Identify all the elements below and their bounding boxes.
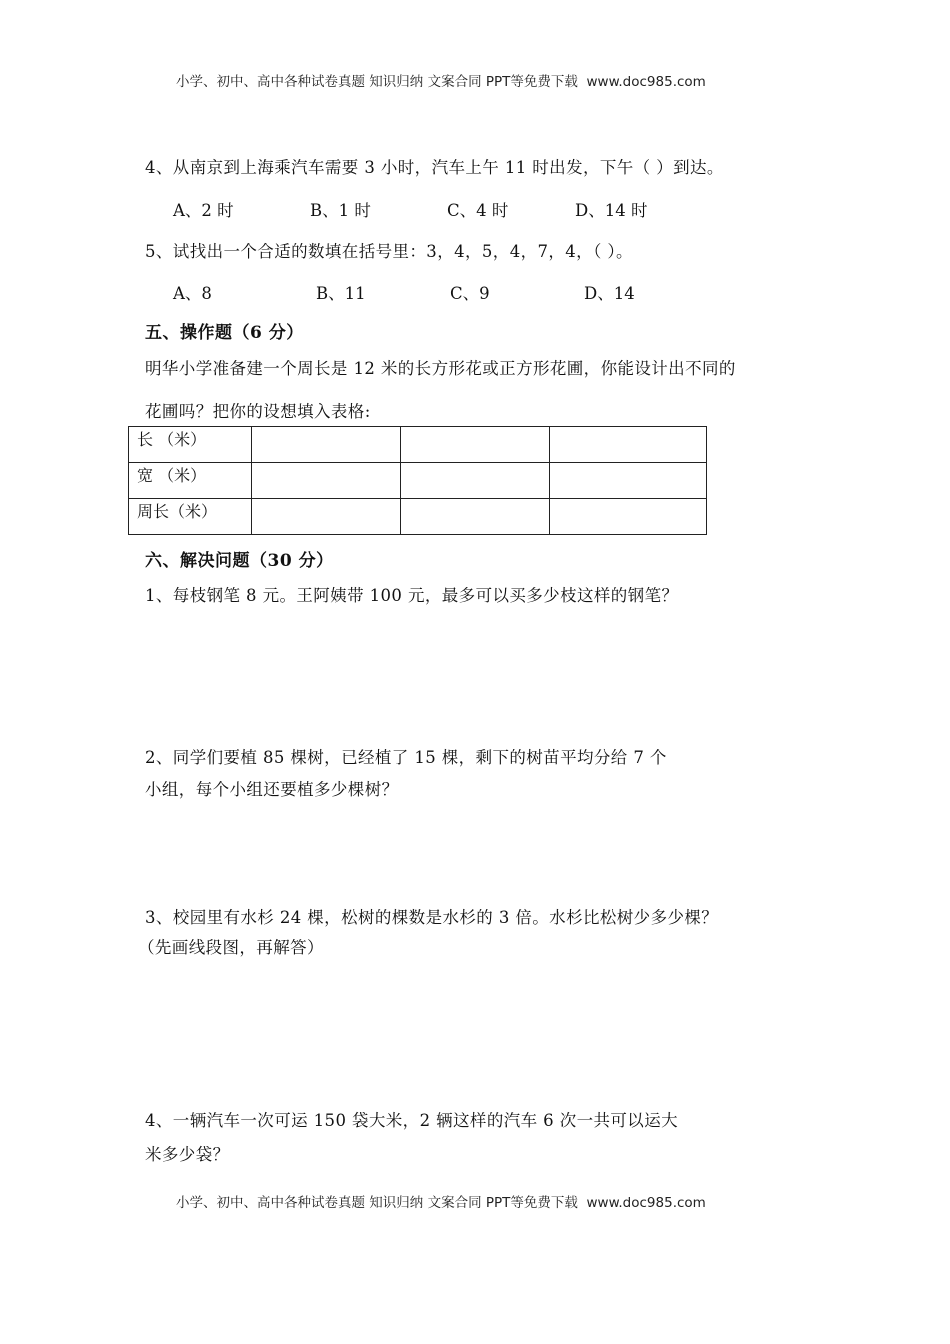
page-header	[176, 70, 706, 90]
table-cell[interactable]	[401, 499, 550, 535]
problem-1: 1、每枝钢笔 8 元。王阿姨带 100 元，最多可以买多少枝这样的钢笔？	[145, 586, 679, 605]
question-5-option-c: C、9	[450, 284, 490, 303]
problem-4-line-1: 4、一辆汽车一次可运 150 袋大米，2 辆这样的汽车 6 次一共可以运大	[145, 1111, 679, 1130]
row-label-width: 宽 （米）	[129, 463, 252, 499]
table-cell[interactable]	[401, 463, 550, 499]
page-footer	[176, 1191, 706, 1211]
question-4-stem: 4、从南京到上海乘汽车需要 3 小时，汽车上午 11 时出发，下午（ ）到达。	[145, 158, 724, 177]
question-4-option-d: D、14 时	[575, 201, 648, 220]
problem-2-line-2: 小组，每个小组还要植多少棵树？	[145, 780, 399, 799]
table-row-perimeter	[129, 499, 707, 535]
row-label-perimeter: 周长（米）	[129, 499, 252, 535]
question-5-stem: 5、试找出一个合适的数填在括号里：3，4，5，4，7，4，（ ）。	[145, 242, 633, 261]
footer-url: www.doc985.com	[586, 1195, 706, 1211]
question-5-option-a: A、8	[173, 284, 212, 303]
table-cell[interactable]	[550, 463, 707, 499]
garden-design-table	[128, 426, 707, 535]
row-label-length: 长 （米）	[129, 427, 252, 463]
table-cell[interactable]	[550, 499, 707, 535]
question-5-option-d: D、14	[584, 284, 635, 303]
table-row-length	[129, 427, 707, 463]
problem-4-line-2: 米多少袋？	[145, 1145, 230, 1164]
problem-2-line-1: 2、同学们要植 85 棵树，已经植了 15 棵，剩下的树苗平均分给 7 个	[145, 748, 667, 767]
problem-3-line-1: 3、校园里有水杉 24 棵，松树的棵数是水杉的 3 倍。水杉比松树少多少棵？	[145, 908, 719, 927]
footer-text: 小学、初中、高中各种试卷真题 知识归纳 文案合同 PPT等免费下载	[176, 1195, 578, 1211]
problem-3-line-2: （先画线段图，再解答）	[138, 938, 324, 957]
table-cell[interactable]	[252, 463, 401, 499]
question-4-option-a: A、2 时	[173, 201, 234, 220]
header-url: www.doc985.com	[586, 74, 706, 90]
table-cell[interactable]	[401, 427, 550, 463]
table-cell[interactable]	[252, 499, 401, 535]
table-row-width	[129, 463, 707, 499]
section-6-title: 六、解决问题（30 分）	[145, 551, 334, 571]
section-5-title: 五、操作题（6 分）	[145, 323, 304, 343]
question-4-option-c: C、4 时	[447, 201, 509, 220]
section-5-line-2: 花圃吗？把你的设想填入表格:	[145, 402, 371, 421]
section-5-line-1: 明华小学准备建一个周长是 12 米的长方形花或正方形花圃，你能设计出不同的	[145, 359, 736, 378]
table-cell[interactable]	[252, 427, 401, 463]
header-text: 小学、初中、高中各种试卷真题 知识归纳 文案合同 PPT等免费下载	[176, 74, 578, 90]
question-4-option-b: B、1 时	[310, 201, 371, 220]
table-cell[interactable]	[550, 427, 707, 463]
question-5-option-b: B、11	[316, 284, 366, 303]
